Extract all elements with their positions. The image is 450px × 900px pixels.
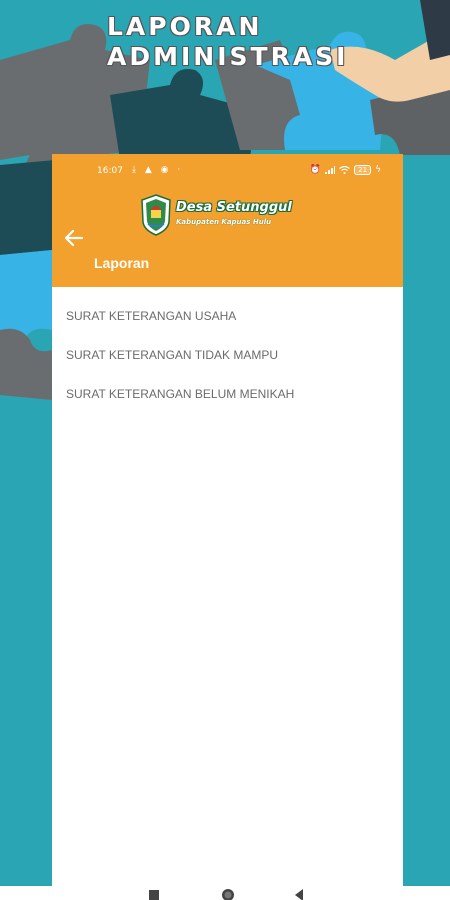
promo-title-line2: ADMINISTRASI xyxy=(107,42,349,71)
app-bar xyxy=(52,154,403,287)
status-time: 16:07 xyxy=(97,166,123,176)
alarm-icon: ⏰ xyxy=(309,165,322,175)
logo-subtitle: Kabupaten Kapuas Hulu xyxy=(176,218,272,226)
status-bar xyxy=(52,164,403,180)
promo-title-line1: LAPORAN xyxy=(107,12,263,41)
village-logo xyxy=(140,194,300,244)
system-nav-bar xyxy=(0,886,450,900)
status-system-icons xyxy=(310,165,381,175)
list-item-surat-keterangan-usaha[interactable]: SURAT KETERANGAN USAHA xyxy=(66,309,237,323)
list-item-surat-keterangan-belum-menikah[interactable]: SURAT KETERANGAN BELUM MENIKAH xyxy=(66,387,295,401)
charging-icon: ϟ xyxy=(375,165,381,175)
page-title: Laporan xyxy=(94,255,150,271)
download-icon: ⤓ xyxy=(132,165,139,175)
phone-screen xyxy=(52,154,403,886)
warning-icon: ▲ xyxy=(144,165,155,175)
wifi-icon xyxy=(339,166,350,174)
report-list xyxy=(52,299,403,416)
back-button[interactable] xyxy=(62,226,86,250)
back-icon[interactable] xyxy=(292,888,306,900)
status-notification-icons xyxy=(132,165,183,175)
signal-icon xyxy=(325,166,335,174)
dot-icon: · xyxy=(177,165,184,175)
arrow-left-icon xyxy=(64,228,84,248)
location-icon: ◉ xyxy=(160,165,172,175)
list-item-surat-keterangan-tidak-mampu[interactable]: SURAT KETERANGAN TIDAK MAMPU xyxy=(66,348,279,362)
promo-title xyxy=(107,12,348,72)
recents-icon[interactable] xyxy=(147,888,161,900)
village-emblem-icon xyxy=(140,194,172,236)
home-icon[interactable] xyxy=(221,888,235,900)
battery-icon: 21 xyxy=(354,165,371,175)
logo-name: Desa Setunggul xyxy=(176,200,292,215)
